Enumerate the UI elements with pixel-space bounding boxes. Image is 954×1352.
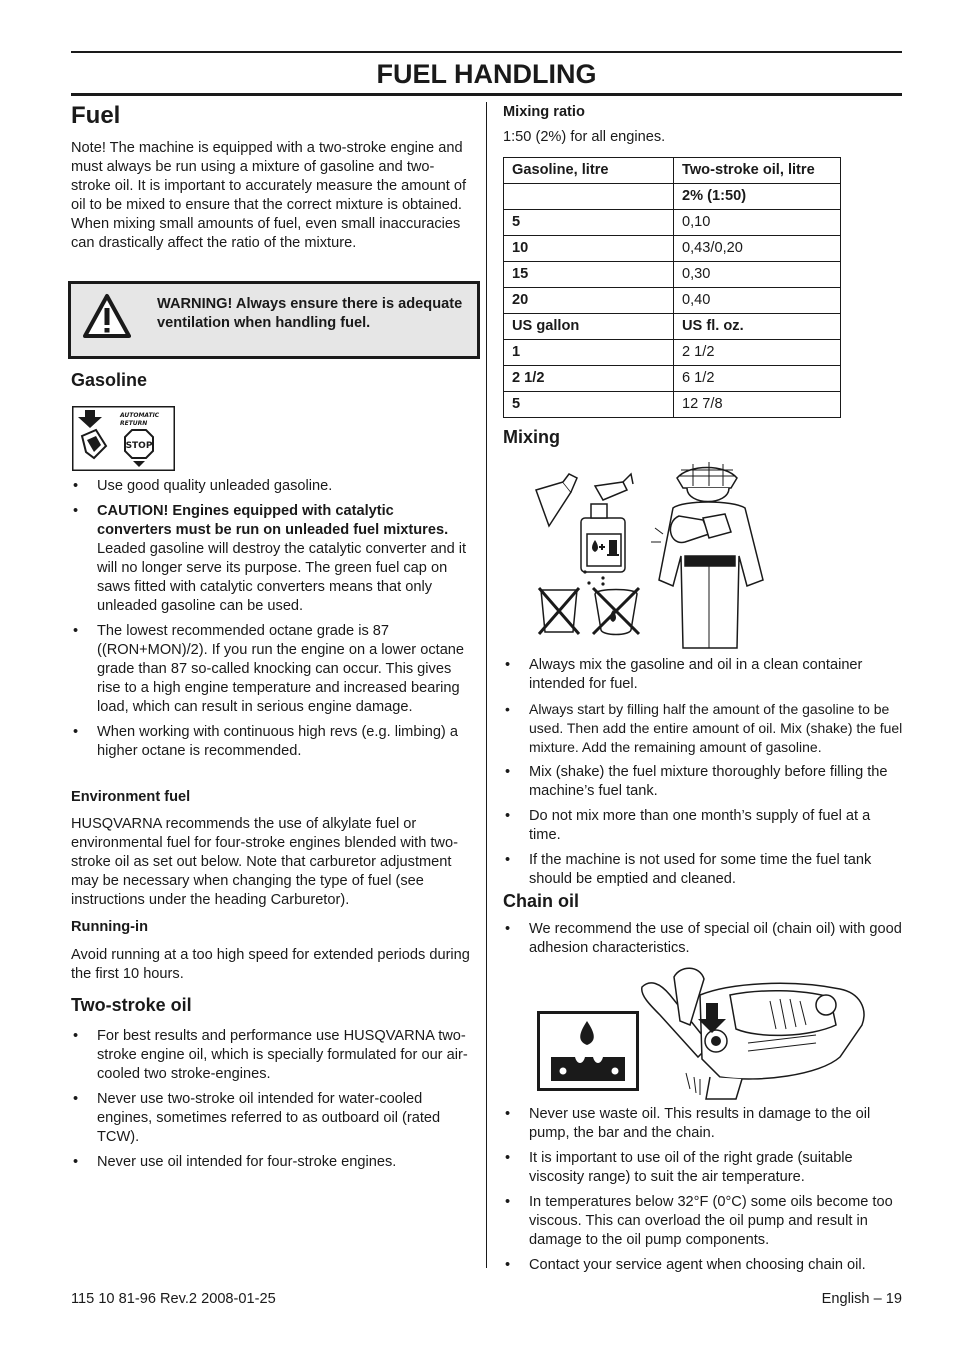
chain-oil-symbol-icon	[537, 1011, 639, 1091]
two-stroke-list	[71, 1027, 471, 1178]
table-row	[504, 236, 841, 262]
warning-text: WARNING! Always ensure there is adequate ventilation when handling fuel.	[157, 296, 463, 331]
table-row	[504, 340, 841, 366]
table-cell-oil: 2% (1:50)	[674, 184, 841, 210]
environment-fuel-heading: Environment fuel	[71, 789, 191, 805]
auto-return-label-bottom: RETURN	[120, 420, 148, 427]
table-cell-gasoline	[504, 184, 674, 210]
running-in-heading: Running-in	[71, 919, 148, 935]
list-item: • Always start by filling half the amount of the gasoline to be used. Then add the entire amount of oil. Mix (shake) the fuel mixture. Add the remaining amount of gasoline.	[503, 700, 903, 757]
table-cell-oil: 0,30	[674, 262, 841, 288]
table-cell-oil: 0,40	[674, 288, 841, 314]
list-item: • CAUTION! Engines equipped with catalytic converters must be run on unleaded fuel mixtures. Leaded gasoline will destroy the catalytic converter and it will no longer serve its purpose. The green fuel cap on saws fitted with catalytic converters means that only unleaded gasoline can be used.	[71, 502, 471, 616]
table-row	[504, 210, 841, 236]
list-item: • Never use two-stroke oil intended for water-cooled engines, sometimes referred to as outboard oil (rated TCW).	[71, 1090, 471, 1147]
list-item: • When working with continuous high revs (e.g. limbing) a higher octane is recommended.	[71, 723, 471, 761]
auto-return-label-top: AUTOMATIC	[120, 412, 160, 419]
table-row	[504, 184, 841, 210]
fuel-heading: Fuel	[71, 102, 121, 129]
two-stroke-oil-heading: Two-stroke oil	[71, 995, 192, 1015]
mixing-heading: Mixing	[503, 427, 560, 447]
table-cell-gasoline: 15	[504, 262, 674, 288]
list-item: • Do not mix more than one month’s supply of fuel at a time.	[503, 807, 903, 845]
fuel-note: Note! The machine is equipped with a two-stroke engine and must always be run using a mixture of gasoline and two-stroke oil. It is important to accurately measure the amount of oil to be mixed to ensure that the correct mixture is obtained. When mixing small amounts of fuel, even small inaccuracies can drastically affect the ratio of the mixture.	[71, 140, 467, 251]
environment-fuel-text: HUSQVARNA recommends the use of alkylate fuel or environmental fuel for four-stroke engines blended with two-stroke oil as set out below. Note that carburetor adjustment may be necessary when changing the type of fuel (see instructions under the heading Carburetor).	[71, 816, 458, 908]
table-cell-gasoline: Gasoline, litre	[504, 158, 674, 184]
list-item: • The lowest recommended octane grade is 87 ((RON+MON)/2). If you run the engine on a lower octane grade than 87 so-called knocking can occur. This gives rise to a high engine temperature and increased bearing load, which can result in serious engine damage.	[71, 622, 471, 717]
table-cell-oil: Two-stroke oil, litre	[674, 158, 841, 184]
fuel-mixing-illustration	[533, 460, 773, 650]
table-cell-oil: 0,43/0,20	[674, 236, 841, 262]
running-in-text: Avoid running at a too high speed for extended periods during the first 10 hours.	[71, 947, 470, 982]
footer-doc-number: 115 10 81-96 Rev.2 2008-01-25	[71, 1291, 276, 1307]
list-item: • Never use oil intended for four-stroke engines.	[71, 1153, 471, 1172]
table-cell-oil: 12 7/8	[674, 392, 841, 418]
table-cell-gasoline: 1	[504, 340, 674, 366]
list-item: • Never use waste oil. This results in damage to the oil pump, the bar and the chain.	[503, 1105, 903, 1143]
warning-triangle-icon	[83, 293, 131, 339]
table-cell-oil: US fl. oz.	[674, 314, 841, 340]
list-item: • If the machine is not used for some time the fuel tank should be emptied and cleaned.	[503, 851, 903, 889]
table-cell-gasoline: 5	[504, 392, 674, 418]
mixing-list	[503, 656, 903, 895]
list-item: • Contact your service agent when choosing chain oil.	[503, 1256, 903, 1275]
table-row	[504, 314, 841, 340]
list-item: • Always mix the gasoline and oil in a clean container intended for fuel.	[503, 656, 903, 694]
mixing-table	[503, 157, 841, 418]
table-cell-gasoline: 20	[504, 288, 674, 314]
list-item: • We recommend the use of special oil (chain oil) with good adhesion characteristics.	[503, 920, 903, 958]
table-cell-oil: 2 1/2	[674, 340, 841, 366]
table-row	[504, 158, 841, 184]
table-row	[504, 262, 841, 288]
chain-oil-heading: Chain oil	[503, 891, 579, 911]
header-rule-bottom	[71, 93, 902, 96]
chain-oil-list	[503, 1105, 903, 1281]
list-item: • Use good quality unleaded gasoline.	[71, 477, 471, 496]
list-item: • It is important to use oil of the right grade (suitable viscosity range) to suit the air temperature.	[503, 1149, 903, 1187]
list-item: • For best results and performance use HUSQVARNA two-stroke engine oil, which is specially formulated for our air-cooled two stroke-engines.	[71, 1027, 471, 1084]
chainsaw-oil-fill-illustration	[640, 965, 870, 1103]
table-row	[504, 392, 841, 418]
table-cell-gasoline: 2 1/2	[504, 366, 674, 392]
page-title: FUEL HANDLING	[376, 59, 597, 89]
header-rule-top	[71, 51, 902, 53]
table-cell-gasoline: 10	[504, 236, 674, 262]
list-item: • In temperatures below 32°F (0°C) some oils become too viscous. This can overload the oil pump and result in damage to the oil pump components.	[503, 1193, 903, 1250]
gasoline-heading: Gasoline	[71, 370, 148, 390]
automatic-return-stop-icon	[72, 406, 175, 471]
table-cell-gasoline: 5	[504, 210, 674, 236]
table-cell-oil: 0,10	[674, 210, 841, 236]
footer-page-number: English – 19	[821, 1291, 902, 1307]
stop-label: STOP	[125, 441, 153, 451]
list-item: • Mix (shake) the fuel mixture thoroughly before filling the machine’s fuel tank.	[503, 763, 903, 801]
chain-oil-intro-list	[503, 920, 903, 964]
mixing-ratio-text: 1:50 (2%) for all engines.	[503, 129, 666, 145]
table-row	[504, 288, 841, 314]
table-row	[504, 366, 841, 392]
table-cell-gasoline: US gallon	[504, 314, 674, 340]
gasoline-list	[71, 477, 471, 767]
mixing-ratio-heading: Mixing ratio	[503, 104, 585, 120]
warning-box	[68, 281, 480, 359]
column-divider	[486, 102, 487, 1268]
table-cell-oil: 6 1/2	[674, 366, 841, 392]
